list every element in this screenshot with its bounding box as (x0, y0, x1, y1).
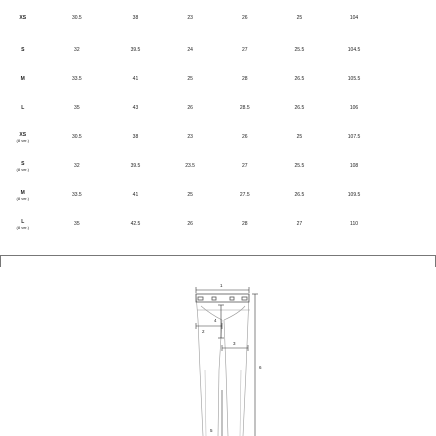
measurement-value: 104.5 (347, 47, 361, 53)
measurement-value: 27 (296, 221, 303, 227)
pants-outline (196, 294, 250, 436)
measurement-value: 26 (241, 14, 248, 21)
measurement-value: 25 (187, 192, 193, 198)
size-label: M (20, 76, 25, 82)
measurement-value: 23 (187, 134, 193, 140)
measurement-value: 25.5 (294, 163, 305, 169)
measurement-labels (202, 283, 262, 433)
size-row (0, 94, 436, 123)
measurement-value: 28 (241, 221, 248, 227)
measurement-value: 41 (132, 192, 139, 198)
measurement-value: 25 (296, 134, 303, 140)
measurement-value: 25 (296, 14, 303, 21)
measurement-value: 30.5 (71, 134, 82, 140)
measurement-value: 25.5 (294, 47, 305, 53)
measurement-value: 105.5 (347, 76, 361, 82)
measurement-value: 23 (187, 14, 193, 21)
measurement-value: 33.5 (71, 76, 82, 82)
measurement-value: 41 (132, 76, 139, 82)
measurement-value: 25 (187, 76, 193, 82)
size-row (0, 65, 436, 94)
pants-measurement-diagram (0, 260, 436, 436)
measurement-value: 24 (187, 47, 193, 53)
measurement-value: 26 (187, 105, 193, 111)
measurement-value: 27.5 (239, 192, 250, 198)
measure-label-1: 1 (220, 283, 223, 288)
measurement-value: 39.5 (130, 47, 141, 53)
measurement-value: 28 (241, 76, 248, 82)
measurement-value: 26 (241, 134, 248, 140)
size-row (0, 181, 436, 210)
size-label: XS (8 ver.) (0, 123, 46, 152)
size-row (0, 36, 436, 65)
measurement-value: 23.5 (185, 163, 195, 169)
measure-label-4: 4 (214, 318, 217, 323)
measurement-value: 27 (241, 163, 248, 169)
measurement-value: 110 (350, 221, 359, 227)
measurement-value: 28.5 (239, 105, 250, 111)
measurement-value: 106 (349, 105, 359, 111)
size-version: (8 ver.) (16, 224, 29, 230)
measurement-value: 107.5 (347, 134, 361, 140)
measurement-value: 43 (132, 105, 139, 111)
measurement-value: 33.5 (71, 192, 82, 198)
size-label: L (21, 105, 25, 111)
measurement-value: 32 (74, 163, 80, 169)
measurement-value: 26 (187, 221, 193, 227)
size-version: (8 ver.) (16, 137, 29, 143)
measurement-value: 27 (241, 47, 248, 53)
measurement-value: 32 (74, 47, 80, 53)
measurement-value: 109.5 (347, 192, 361, 198)
waistband (196, 294, 249, 302)
size-label: S (21, 47, 25, 53)
measure-label-2: 2 (202, 329, 205, 334)
section-divider (0, 255, 436, 256)
measurement-value: 42.5 (130, 221, 141, 227)
measurement-value: 26.5 (294, 105, 305, 111)
size-row (0, 210, 436, 239)
measure-label-3: 3 (233, 341, 236, 346)
measurement-value: 35 (74, 221, 80, 227)
size-label: L (8 ver.) (0, 210, 46, 239)
measurement-value: 38 (132, 134, 139, 140)
size-label: M (8 ver.) (0, 181, 46, 210)
measure-label-6: 6 (259, 365, 262, 370)
size-label: XS (19, 14, 27, 21)
measure-label-5: 5 (210, 428, 213, 433)
measurement-value: 104 (349, 14, 359, 21)
size-version: (8 ver.) (16, 195, 29, 201)
measurement-value: 108 (349, 163, 359, 169)
size-row (0, 152, 436, 181)
measurement-value: 26.5 (294, 76, 305, 82)
size-label: S (8 ver.) (0, 152, 46, 181)
measurement-value: 35 (74, 105, 80, 111)
measurement-value: 26.5 (294, 192, 305, 198)
measurement-value: 39.5 (130, 163, 141, 169)
size-version: (8 ver.) (16, 166, 29, 172)
size-row (0, 123, 436, 152)
size-row (0, 0, 436, 36)
measurement-value: 38 (132, 14, 139, 21)
measurement-value: 30.5 (71, 14, 82, 21)
